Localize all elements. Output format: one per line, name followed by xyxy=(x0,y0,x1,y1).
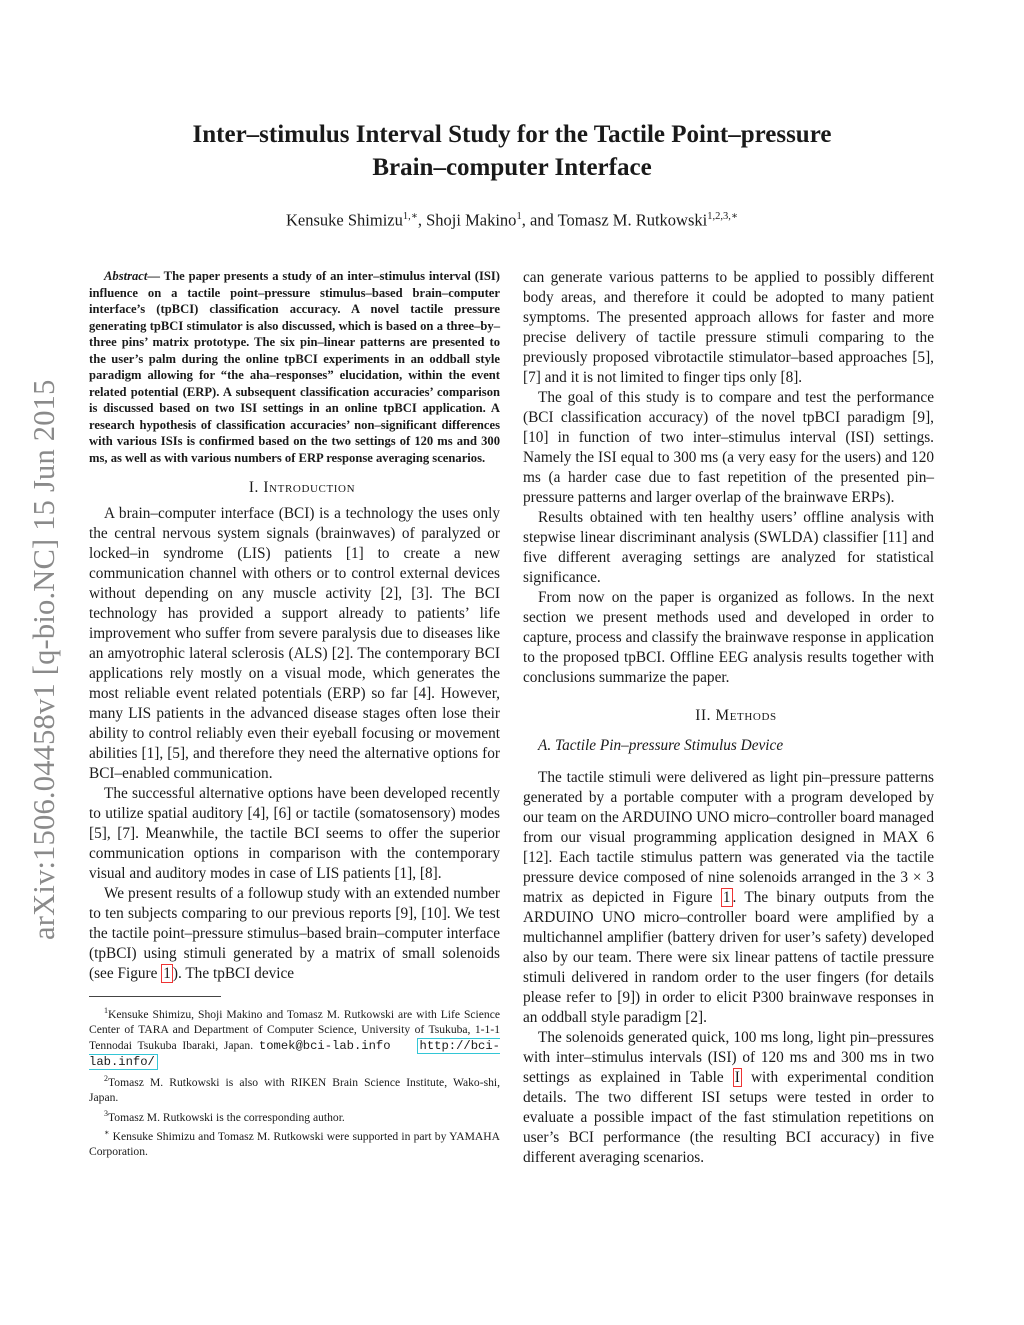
lab-url-link[interactable]: http://bci-lab.info/ xyxy=(89,1038,500,1070)
methods-paragraph-2: The solenoids generated quick, 100 ms long, light pin–pressures with inter–stimulus intervals (ISI) of 120 ms and 300 ms in two settings as explained in Table I with experimental condition details. The two different ISI setups were tested in order to evaluate a possible impact of the fast stimulation repetitions on user’s BCI performance (the resulting BCI accuracy) in five different averaging scenarios. xyxy=(523,1029,934,1166)
abstract-text: — The paper presents a study of an inter–stimulus interval (ISI) influence on a tactile point–pressure stimulus–based brain–computer interface’s (tpBCI) classification accuracy. A novel tactile pressure generating tpBCI stimulator is also discussed, which is based on a three–by–three pins’ matrix prototype. The six pin–linear patterns are presented to the user’s palm during the online tpBCI experiments in an oddball style paradigm allowing for “the aha–responses” elucidation, within the event related potential (ERP). A subsequent classification accuracies’ comparison is discussed based on two ISI settings in an online tpBCI application. A research hypothesis of classification accuracies’ non–significant differences with various ISIs is confirmed based on the two settings of 120 ms and 300 ms, as well as with various numbers of ERP response averaging scenarios. xyxy=(89,269,500,465)
figure-reference-link[interactable]: 1 xyxy=(163,965,171,982)
abstract-label: Abstract xyxy=(104,269,148,283)
goal-paragraph: The goal of this study is to compare and test the performance (BCI classification accuracy) of the novel tpBCI paradigm [9], [10] in function of two inter–stimulus interval (ISI) settings. Namely the ISI equal to 300 ms (a very easy for the users) and 120 ms (a harder case due to fast repetition of the presented pin–pressure patterns and larger overlap of the brainwave ERPs). xyxy=(523,389,934,506)
contact-email[interactable]: tomek@bci-lab.info xyxy=(258,1038,391,1053)
intro-paragraph-1: A brain–computer interface (BCI) is a technology the uses only the central nervous system signals (brainwaves) of paralyzed or locked–in syndrome (LIS) patients [1] to create a new communication channel with others or to control external devices without depending on any muscle activity [2], [3]. The BCI technology has provided a support already to patients’ life improvement who suffer from severe paralysis due to diseases like an amyotrophic lateral sclerosis (ALS) [2]. The contemporary BCI applications rely mostly on a visual mode, which generates the most reliable event related potentials (ERP) so far [4]. However, many LIS patients in the advanced disease stages often lose their ability to control reliably even their eyeball focusing or movement abilities [1], [5], and therefore they need the alternative options for BCI–enabled communication. xyxy=(89,505,500,782)
figure-reference-link-2[interactable]: 1 xyxy=(722,889,731,906)
table-reference-link[interactable]: I xyxy=(734,1069,740,1086)
subsection-heading-device: A. Tactile Pin–pressure Stimulus Device xyxy=(538,737,784,754)
author-1-affil: 1,∗ xyxy=(402,211,418,222)
footnote-2: $^2$Tomasz M. Rutkowski is also with RIKEN Brain Science Institute, Wako-shi, Japan. xyxy=(89,1073,500,1105)
results-paragraph: Results obtained with ten healthy users’ offline analysis with stepwise linear discriminant analysis (SWLDA) classifier [11] and five different averaging settings are analyzed for statistical significance. xyxy=(523,509,934,586)
author-2: , Shoji Makino xyxy=(417,210,517,230)
arxiv-stamp: arXiv:1506.04458v1 [q-bio.NC] 15 Jun 2015 xyxy=(27,379,61,941)
abstract xyxy=(89,268,500,466)
organization-paragraph: From now on the paper is organized as follows. In the next section we present methods used and developed in order to capture, process and classify the brainwave response in application to the proposed tpBCI. Offline EEG analysis results together with conclusions summarize the paper. xyxy=(523,589,934,686)
left-column xyxy=(89,268,500,1160)
section-heading-methods: II. Methods xyxy=(695,707,777,724)
title-line-2: Brain–computer Interface xyxy=(372,154,652,181)
title-line-1: Inter–stimulus Interval Study for the Tactile Point–pressure xyxy=(192,121,832,148)
author-1: Kensuke Shimizu xyxy=(285,210,403,230)
section-heading-introduction: I. Introduction xyxy=(248,479,356,496)
author-list xyxy=(90,210,934,231)
author-2-affil: 1 xyxy=(516,211,522,222)
author-3-affil: 1,2,3,∗ xyxy=(707,211,738,222)
intro-continued-paragraph: can generate various patterns to be applied to possibly different body areas, and therefore it could be adopted to many patient symptoms. The presented approach allows for faster and more precise delivery of tactile pressure stimuli comparing to the previously proposed vibrotactile stimulator–based approaches [5], [7] and it is not limited to finger tips only [8]. xyxy=(523,269,934,386)
footnote-1: $^1$Kensuke Shimizu, Shoji Makino and Tomasz M. Rutkowski are with Life Science Center of TARA and Department of Computer Science, University of Tsukuba, 1-1-1 Tennodai Tsukuba Ibaraki, Japan. tomek@bci-lab.info http://bci-lab.info/ xyxy=(89,1006,500,1070)
right-column xyxy=(523,268,934,1168)
methods-paragraph-1: The tactile stimuli were delivered as light pin–pressure patterns generated by a portable computer with a program developed by our team on the ARDUINO UNO micro–controller board managed from our visual programming application designed in MAX 6 [12]. Each tactile stimulus pattern was generated via the tactile pressure device composed of nine solenoids arranged in the 3 × 3 matrix as depicted in Figure 1 . The binary outputs from the ARDUINO UNO micro–controller board were amplified by a multichannel amplifier (battery driven for user’s safety) developed also by our team. There were six linear pattens of tactile pressure stimuli delivered in random order to the user fingers (for details please refer to [9]) in order to elicit P300 brainwave responses in an oddball style paradigm [2]. xyxy=(523,769,934,1026)
author-3: , and Tomasz M. Rutkowski xyxy=(521,210,708,230)
footnote-3: $^3$Tomasz M. Rutkowski is the corresponding author. xyxy=(104,1108,345,1124)
footnotes xyxy=(89,1003,500,1160)
intro-paragraph-2: The successful alternative options have been developed recently to utilize spatial auditory [4], [6] or tactile (somatosensory) modes [5], [7]. Meanwhile, the tactile BCI seems to offer the superior communication options in comparison with the contemporary visual and auditory modes in case of LIS patients [1], [8]. xyxy=(89,785,500,882)
intro-paragraph-3: We present results of a followup study with an extended number to ten subjects comparing to our previous reports [9], [10]. We test the tactile point–pressure stimulus–based brain–computer interface (tpBCI) using stimuli generated by a matrix of small solenoids (see Figure 1 ). The tpBCI device xyxy=(89,885,500,982)
footnote-divider xyxy=(89,996,221,997)
paper-title xyxy=(90,118,934,184)
footnote-4: ∗ Kensuke Shimizu and Tomasz M. Rutkowski were supported in part by YAMAHA Corporation. xyxy=(89,1128,500,1159)
